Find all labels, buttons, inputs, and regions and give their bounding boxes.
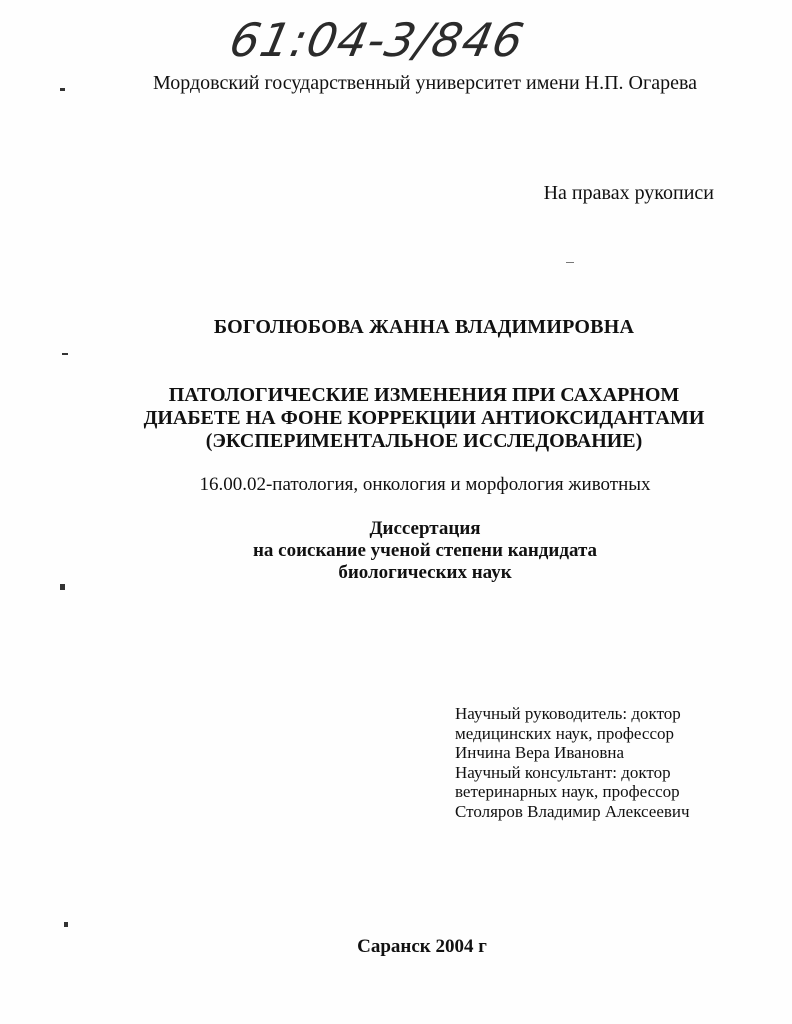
degree-statement: [0, 518, 792, 584]
handwritten-catalog-number: [225, 6, 530, 70]
handwritten-catalog-svg: [225, 6, 530, 70]
degree-line: на соискание ученой степени кандидата: [252, 540, 598, 561]
scan-mark: [62, 353, 68, 355]
advisor-line: Инчина Вера Ивановна: [455, 743, 624, 763]
scan-mark: [60, 88, 65, 91]
scan-mark: [566, 262, 574, 263]
specialty-code: 16.00.02-патология, онкология и морфология животных: [199, 474, 651, 495]
advisor-line: Научный руководитель: доктор: [455, 704, 681, 723]
title-line: ПАТОЛОГИЧЕСКИЕ ИЗМЕНЕНИЯ ПРИ САХАРНОМ: [168, 384, 680, 406]
city-year: Саранск 2004 г: [357, 936, 487, 957]
dissertation-title: [0, 384, 792, 453]
degree-line: Диссертация: [369, 518, 481, 539]
title-line: ДИАБЕТЕ НА ФОНЕ КОРРЕКЦИИ АНТИОКСИДАНТАМИ: [143, 407, 705, 429]
title-line: (ЭКСПЕРИМЕНТАЛЬНОЕ ИССЛЕДОВАНИЕ): [205, 430, 643, 452]
manuscript-rights-label: На правах рукописи: [543, 182, 714, 204]
author-name: БОГОЛЮБОВА ЖАННА ВЛАДИМИРОВНА: [213, 316, 635, 338]
catalog-number-text: 61:04-3/846: [225, 13, 530, 67]
advisors-block: [455, 704, 690, 822]
scan-mark: [64, 922, 68, 927]
advisor-line: медицинских наук, профессор: [455, 723, 674, 743]
advisor-line: ветеринарных наук, профессор: [455, 782, 680, 802]
university-name: Мордовский государственный университет имени Н.П. Огарева: [152, 72, 698, 94]
advisor-line: Столяров Владимир Алексеевич: [455, 801, 690, 821]
scan-mark: [60, 584, 65, 590]
degree-line: биологических наук: [338, 562, 512, 583]
advisor-line: Научный консультант: доктор: [455, 762, 671, 782]
